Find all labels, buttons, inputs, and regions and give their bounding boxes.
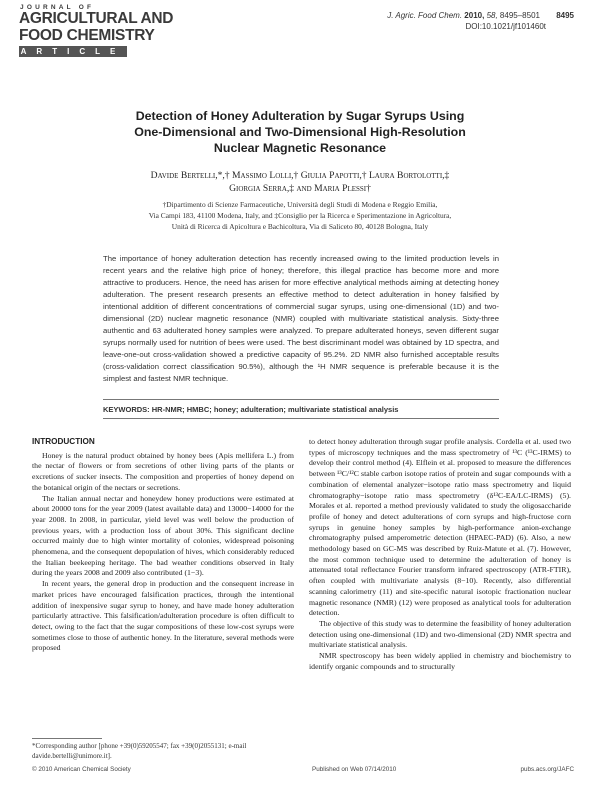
- left-column: [32, 437, 294, 654]
- paragraph: to detect honey adulteration through sugar profile analysis. Cordella et al. used two types of microscopy techniques and the mass spectrometry of ¹³C (¹³C-IRMS) to develop their control method (4). Elflein et al. proposed to measure the differences between ¹³C/¹²C stable carbon isotope ratios of protein and sugar compounds with a combination of elemental analyzer−isotope ratio mass spectrometry and liquid chromatography−isotope ratio mass spectrometry (δ¹³C-EA/LC-IRMS) (5). Morales et al. reported a method previously validated to study the oligosaccharide profile of honey and detect adulterations of corn syrups and high-fructose corn syrups in genuine honey samples by high-performance anion-exchange chromatography pulsed amperometric detection (HPAEC-PAD) (6). Also, a new methodology based on GC-MS was described by Ruiz-Matute et al. (7). However, the most common technique used to determine the adulteration of honey is attenuated total reflectance Fourier transform infrared spectroscopy (ATR-FTIR), often coupled with multivariate analysis (8−10). Recently, also differential scanning calorimetry (11) and site-specific natural isotopic fractionation nuclear magnetic resonance (NMR) (12) were proposed as analytical tools for adulteration detection.: [309, 437, 571, 618]
- title-line: Detection of Honey Adulteration by Sugar Syrups Using: [135, 109, 465, 123]
- logo-article-banner: ARTICLE: [20, 47, 126, 56]
- paragraph: The objective of this study was to determine the feasibility of honey adulteration detection using one-dimensional (1D) and two-dimensional (2D) NMR spectra and multivariate statistical analysis.: [309, 618, 571, 650]
- journal-logo: [18, 4, 218, 70]
- logo-line-3: FOOD CHEMISTRY: [19, 27, 155, 44]
- affiliation-line: †Dipartimento di Scienze Farmaceutiche, Università degli Studi di Modena e Reggio Emilia,: [162, 200, 438, 209]
- paragraph: NMR spectroscopy has been widely applied in chemistry and biochemistry to identify organic compounds and to structurally: [309, 651, 571, 671]
- affiliation-line: Via Campi 183, 41100 Modena, Italy, and ‡Consiglio per la Ricerca e Sperimentazione in Agricoltura,: [148, 211, 452, 220]
- doi: DOI:10.1021/jf101460t: [465, 22, 546, 31]
- citation-block: [387, 11, 574, 31]
- page-number: 8495: [556, 11, 574, 20]
- keywords-bottom-rule: [103, 418, 499, 419]
- paragraph: The Italian annual nectar and honeydew honey productions were estimated at about 20000 tons for the year 2009 (latest available data) and 13000−14000 for the year 2008. In 2008, in particular, yield level was well below the production of previous years, with a production loss of about 30%. This significant decline occurred mainly due to high winter mortality of colonies, widespread poisoning phenomena, and the consequent depopulation of hives, which considerably reduced the Italian beekeeping heritage. The bad weather conditions observed in Italy during the years 2008 and 2009 also contributed (1−3).: [32, 493, 294, 578]
- journal-abbrev: J. Agric. Food Chem.: [387, 11, 463, 20]
- citation-pages: 8495–8501: [499, 11, 540, 20]
- section-heading-introduction: INTRODUCTION: [32, 437, 95, 446]
- footer-published: Published on Web 07/14/2010: [312, 766, 397, 773]
- title-line: One-Dimensional and Two-Dimensional High-Resolution: [134, 125, 466, 139]
- title-line: Nuclear Magnetic Resonance: [213, 141, 387, 155]
- author-line: Davide Bertelli,*,† Massimo Lolli,† Giulia Papotti,† Laura Bortolotti,‡: [150, 170, 450, 181]
- paragraph: Honey is the natural product obtained by honey bees (Apis mellifera L.) from the nectar of flowers or from secretions of other living parts of the plants or excretions of sucker insects. The composition and properties of honey depend on the botanical origin of the nectars or secretions.: [32, 450, 294, 492]
- citation-volume: 58,: [486, 11, 498, 20]
- abstract: The importance of honey adulteration detection has recently increased owing to the limited production levels in recent years and the relative high price of honey; therefore, this illegal practice has become more and more attractive to producers. Hence, the need has arisen for more effective analytical methods aiming at detecting honey adulteration. The present research presents an effective method to detect adulteration in honey falsified by intentional addition of different concentrations of commercial sugar syrups, using one-dimensional (1D) and two-dimensional (2D) nuclear magnetic resonance (NMR) coupled with multivariate statistical analysis. Sixty-three authentic and 63 adulterated honey samples were analyzed. To prepare adulterated honeys, seven different sugar syrups normally used for nutrition of bees were used. The best discriminant model was obtained by 1D spectra, and leave-one-out cross-validation showed a predictive capacity of 95.2%. 2D NMR also furnished acceptable results (cross-validation correct classification 90.5%), although the ¹H NMR sequence is preferable because it is the simplest and fastest NMR technique.: [103, 254, 499, 383]
- affiliations: [40, 199, 560, 232]
- author-line: Giorgia Serra,‡ and Maria Plessi†: [229, 183, 371, 194]
- keywords: KEYWORDS: HR-NMR; HMBC; honey; adulteration; multivariate statistical analysis: [103, 405, 399, 414]
- article-title: [60, 108, 540, 156]
- footnote-rule: [32, 738, 102, 739]
- affiliation-line: Unità di Ricerca di Apicoltura e Bachicoltura, Via di Saliceto 80, 40128 Bologna, Italy: [171, 222, 429, 231]
- corresponding-author-footnote: *Corresponding author [phone +39(0)59205547; fax +39(0)2055131; e-mail davide.bertelli@unimore.it].: [32, 742, 247, 760]
- logo-line-1: JOURNAL OF: [20, 4, 95, 11]
- citation-year: 2010,: [464, 11, 485, 20]
- author-list: [40, 169, 560, 195]
- footer-website-link[interactable]: pubs.acs.org/JAFC: [520, 766, 574, 773]
- logo-line-2: AGRICULTURAL AND: [19, 10, 174, 27]
- right-column: [309, 437, 571, 672]
- keywords-top-rule: [103, 399, 499, 400]
- paragraph: In recent years, the general drop in production and the consequent increase in market prices have encouraged falsification practices, through the intentional addition of inexpensive sugar syrup to honey, and have made honey adulteration particularly attractive. This falsification/adulteration procedure is often difficult to detect, owing to the fact that the sugar compositions of these low-cost syrups were sometimes close to those of authentic honey. In the literature, several methods were proposed: [32, 579, 294, 653]
- footer-copyright: © 2010 American Chemical Society: [32, 766, 131, 773]
